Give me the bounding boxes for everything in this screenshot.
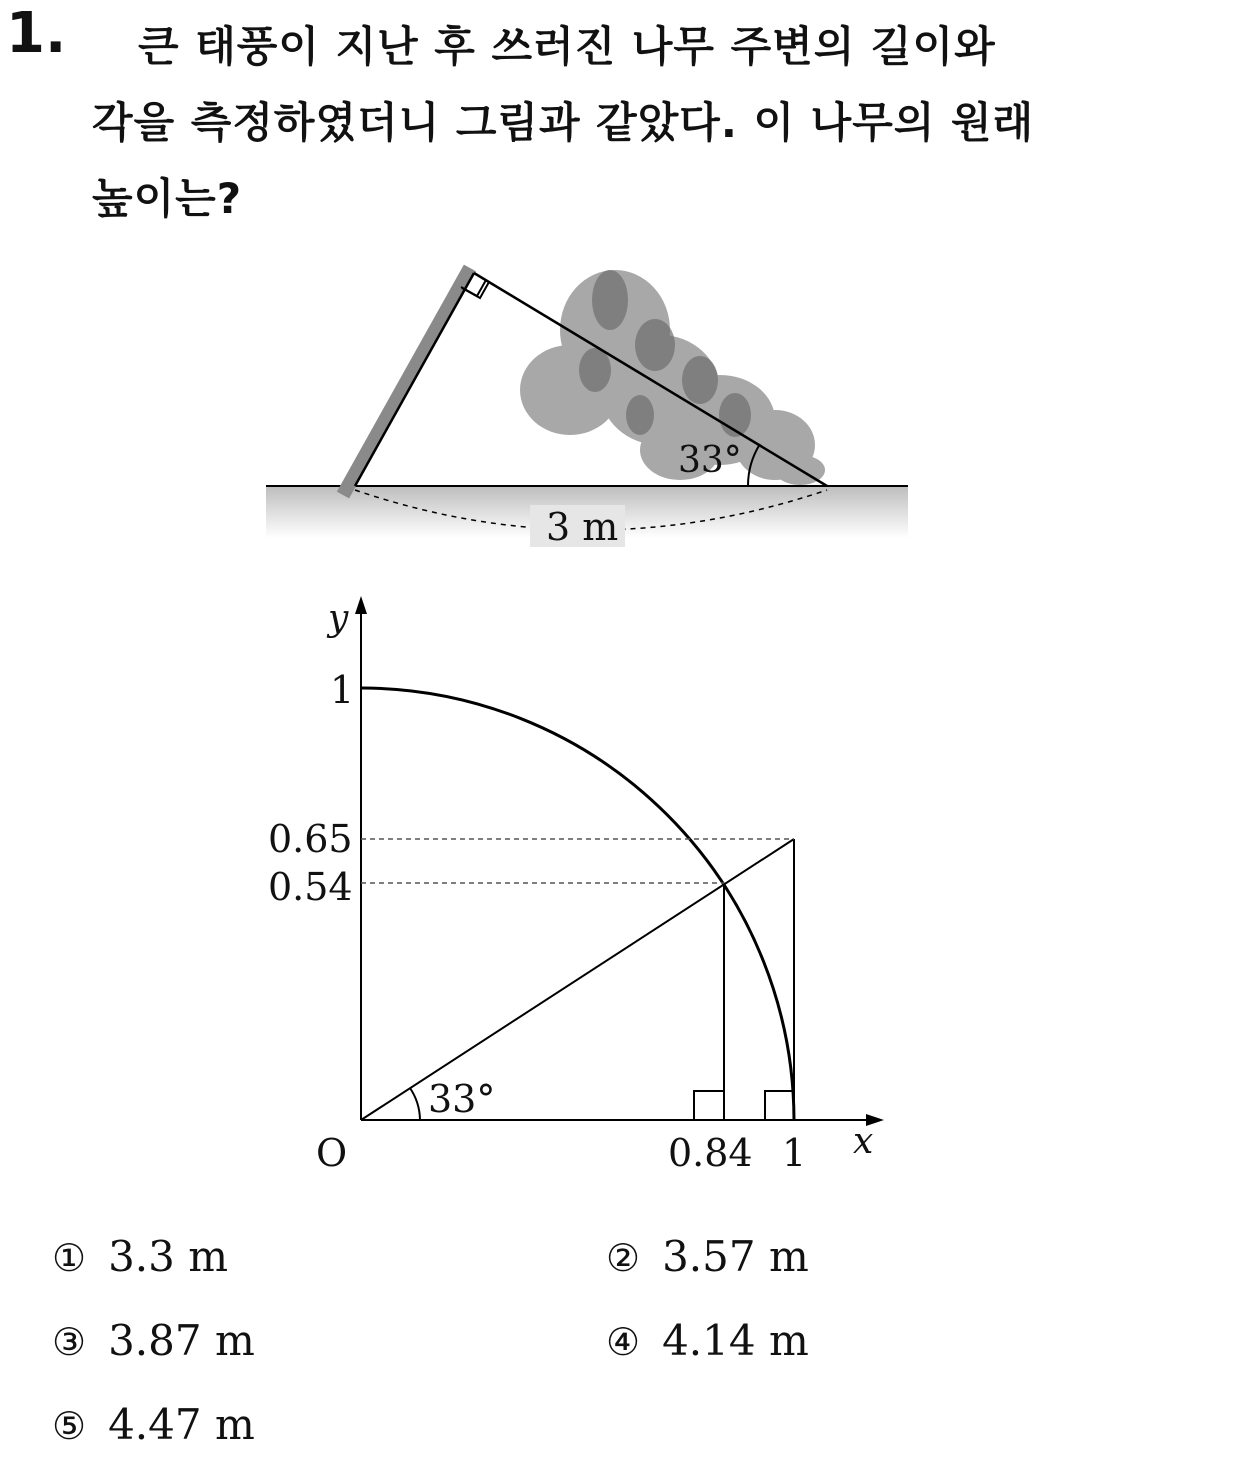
unit-circle-arc xyxy=(361,688,794,1120)
choice-2[interactable] xyxy=(606,1232,809,1281)
choice-3-number: ③ xyxy=(52,1320,87,1364)
choice-3-text: 3.87 m xyxy=(108,1316,255,1365)
unit-angle-label: 33° xyxy=(428,1077,496,1121)
question-line-1: 큰 태풍이 지난 후 쓰러진 나무 주변의 길이와 xyxy=(138,22,996,71)
choice-4-text: 4.14 m xyxy=(662,1316,809,1365)
origin-label: O xyxy=(316,1131,348,1175)
choice-2-text: 3.57 m xyxy=(662,1232,809,1281)
y-tick-0.65: 0.65 xyxy=(268,817,353,861)
x-tick-1: 1 xyxy=(782,1131,807,1175)
choice-1-number: ① xyxy=(52,1236,87,1280)
x-axis-label: x xyxy=(853,1121,874,1162)
choice-4-number: ④ xyxy=(606,1320,641,1364)
y-tick-0.54: 0.54 xyxy=(268,865,353,909)
choice-5[interactable] xyxy=(52,1400,255,1449)
angle-ray xyxy=(361,839,794,1120)
y-axis-label: y xyxy=(328,598,349,639)
x-tick-0.84: 0.84 xyxy=(668,1131,753,1175)
choice-1[interactable] xyxy=(52,1232,229,1281)
question-line-2: 각을 측정하였더니 그림과 같았다. 이 나무의 원래 xyxy=(92,98,1035,147)
tree-angle-label: 33° xyxy=(678,440,742,481)
choice-1-text: 3.3 m xyxy=(108,1232,229,1281)
choice-3[interactable] xyxy=(52,1316,255,1365)
tree-base-label: 3 m xyxy=(546,505,619,549)
choice-2-number: ② xyxy=(606,1236,641,1280)
question-number: 1. xyxy=(6,1,67,66)
y-tick-1: 1 xyxy=(330,668,355,712)
question-line-3: 높이는? xyxy=(92,174,243,223)
choice-5-text: 4.47 m xyxy=(108,1400,255,1449)
choice-4[interactable] xyxy=(606,1316,809,1365)
choice-5-number: ⑤ xyxy=(52,1404,87,1448)
